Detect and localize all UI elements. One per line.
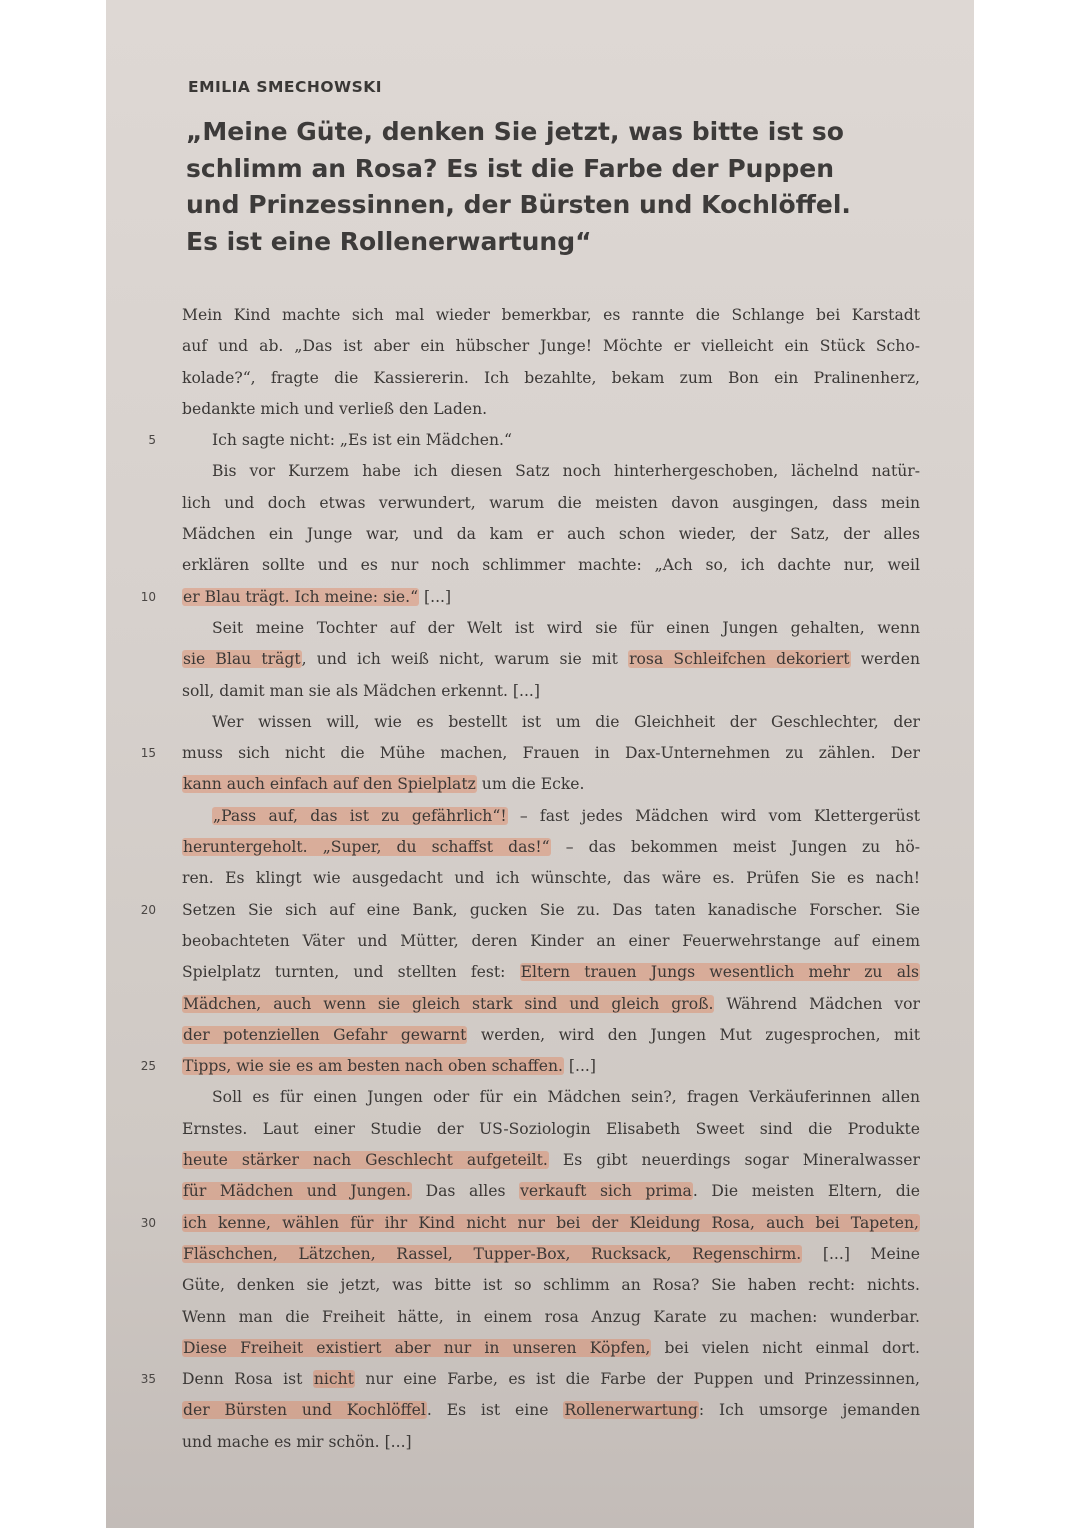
text-line [106,895,974,926]
text-segment: beobachteten Väter und Mütter, deren Kinder an einer Feuerwehrstange auf einem [182,931,920,950]
text-segment: Ich sagte nicht: „Es ist ein Mädchen.“ [212,431,512,450]
line-text [182,769,584,800]
author-name: EMILIA SMECHOWSKI [188,78,383,96]
text-line [106,989,974,1020]
highlighted-text: Diese Freiheit existiert aber nur in unseren Köpfen, [183,1338,651,1357]
text-line [106,707,974,738]
text-segment: . Es ist eine [426,1401,564,1420]
text-line [106,1427,974,1458]
line-text [182,519,920,550]
line-number: 25 [140,1059,156,1074]
line-text [182,926,920,957]
line-number: 35 [140,1372,156,1387]
text-segment: muss sich nicht die Mühe machen, Frauen in Dax-Unternehmen zu zählen. Der [182,744,920,763]
text-line [106,738,974,769]
highlighted-text: sie Blau trägt [183,650,301,669]
line-number: 10 [140,589,156,604]
text-segment: [...] [563,1057,596,1076]
article-body [106,300,974,1458]
highlighted-text: für Mädchen und Jungen. [183,1182,411,1201]
line-text [182,644,920,675]
line-text [182,832,920,863]
text-line [106,456,974,487]
highlighted-text: der potenziellen Gefahr gewarnt [183,1025,467,1044]
text-segment: soll, damit man sie als Mädchen erkennt. [...] [182,681,540,700]
text-segment: um die Ecke. [476,775,585,794]
line-number: 15 [140,746,156,761]
text-segment: und mache es mir schön. [...] [182,1432,412,1451]
text-line [106,1302,974,1333]
text-segment: bei vielen nicht einmal dort. [651,1338,920,1357]
text-segment: Denn Rosa ist [182,1370,313,1389]
line-text [182,1395,920,1426]
highlighted-text: Mädchen, auch wenn sie gleich stark sind und gleich groß. [183,994,714,1013]
headline-line: schlimm an Rosa? Es ist die Farbe der Puppen [186,153,834,183]
line-number: 5 [148,433,156,448]
line-text [182,550,920,581]
text-line [106,425,974,456]
line-text [182,1427,412,1458]
line-text [212,801,920,832]
text-segment: kolade?“, fragte die Kassiererin. Ich bezahlte, bekam zum Bon ein Pralinenherz, [182,368,920,387]
text-line [106,832,974,863]
highlighted-text: Rollenerwartung [564,1401,698,1420]
line-text [212,425,512,456]
text-line [106,926,974,957]
text-segment: Wer wissen will, wie es bestellt ist um die Gleichheit der Geschlechter, der [212,712,920,731]
text-segment: Setzen Sie sich auf eine Bank, gucken Sie zu. Das taten kanadische Forscher. Sie [182,900,920,919]
text-line [106,863,974,894]
text-line [106,1176,974,1207]
highlighted-text: Tipps, wie sie es am besten nach oben schaffen. [183,1057,563,1076]
line-text [182,582,451,613]
text-segment: [...] Meine [802,1244,920,1263]
line-text [182,1333,920,1364]
line-text [182,989,920,1020]
text-line [106,488,974,519]
text-segment: Es gibt neuerdings sogar Mineralwasser [548,1151,920,1170]
line-text [182,863,920,894]
headline-line: Es ist eine Rollenerwartung“ [186,226,592,256]
text-segment: auf und ab. „Das ist aber ein hübscher Junge! Möchte er vielleicht ein Stück Scho- [182,337,920,356]
highlighted-text: er Blau trägt. Ich meine: sie.“ [183,587,419,606]
text-line [106,801,974,832]
line-number: 30 [140,1215,156,1230]
text-segment: – das bekommen meist Jungen zu hö- [550,838,920,857]
text-segment: werden [850,650,920,669]
highlighted-text: Eltern trauen Jungs wesentlich mehr zu als [520,963,919,982]
line-text [182,1239,920,1270]
text-line [106,1364,974,1395]
headline-line: „Meine Güte, denken Sie jetzt, was bitte ist so [186,117,844,146]
highlighted-text: rosa Schleifchen dekoriert [629,650,850,669]
text-line [106,1114,974,1145]
text-segment: lich und doch etwas verwundert, warum die meisten davon ausgingen, dass mein [182,493,920,512]
text-segment: . Die meisten Eltern, die [692,1182,920,1201]
text-line [106,300,974,331]
text-line [106,1082,974,1113]
text-segment: , und ich weiß nicht, warum sie mit [301,650,629,669]
headline-quote [186,114,926,260]
text-segment: Während Mädchen vor [714,994,920,1013]
line-text [182,895,920,926]
text-segment: – fast jedes Mädchen wird vom Klettergerüst [507,806,920,825]
highlighted-text: der Bürsten und Kochlöffel [183,1401,426,1420]
line-text [182,1302,920,1333]
text-segment: Seit meine Tochter auf der Welt ist wird sie für einen Jungen gehalten, wenn [212,618,920,637]
text-segment: erklären sollte und es nur noch schlimmer machte: „Ach so, ich dachte nur, weil [182,556,920,575]
line-text [182,957,920,988]
line-text [182,1364,920,1395]
text-line [106,644,974,675]
line-text [182,300,920,331]
line-text [212,1082,920,1113]
text-segment: Das alles [411,1182,520,1201]
text-line [106,1051,974,1082]
text-line [106,1333,974,1364]
text-line [106,1208,974,1239]
text-line [106,769,974,800]
highlighted-text: ich kenne, wählen für ihr Kind nicht nur bei der Kleidung Rosa, auch bei Tapeten, [183,1213,919,1232]
line-text [212,707,920,738]
highlighted-text: kann auch einfach auf den Spielplatz [183,775,476,794]
text-line [106,1145,974,1176]
text-segment: werden, wird den Jungen Mut zugesprochen, mit [467,1025,920,1044]
text-segment: : Ich umsorge jemanden [698,1401,920,1420]
line-text [182,363,920,394]
line-text [212,456,920,487]
text-line [106,1239,974,1270]
line-text [182,1270,920,1301]
line-text [182,1145,920,1176]
book-page [106,0,974,1528]
text-line [106,676,974,707]
text-line [106,1395,974,1426]
text-line [106,550,974,581]
text-line [106,394,974,425]
highlighted-text: verkauft sich prima [520,1182,692,1201]
line-text [182,738,920,769]
line-text [182,1114,920,1145]
text-segment: Spielplatz turnten, und stellten fest: [182,963,520,982]
highlighted-text: heruntergeholt. „Super, du schaffst das!“ [183,838,550,857]
highlighted-text: heute stärker nach Geschlecht aufgeteilt. [183,1151,548,1170]
text-segment: Güte, denken sie jetzt, was bitte ist so schlimm an Rosa? Sie haben recht: nichts. [182,1276,920,1295]
text-line [106,519,974,550]
text-segment: Wenn man die Freiheit hätte, in einem rosa Anzug Karate zu machen: wunderbar. [182,1307,920,1326]
text-segment: Mein Kind machte sich mal wieder bemerkbar, es rannte die Schlange bei Karstadt [182,306,920,324]
line-text [182,676,540,707]
text-segment: Bis vor Kurzem habe ich diesen Satz noch hinterhergeschoben, lächelnd natür- [212,462,920,481]
text-segment: nur eine Farbe, es ist die Farbe der Puppen und Prinzessinnen, [354,1370,920,1389]
text-segment: ren. Es klingt wie ausgedacht und ich wünschte, das wäre es. Prüfen Sie es nach! [182,869,920,888]
headline-line: und Prinzessinnen, der Bürsten und Kochlöffel. [186,190,851,219]
highlighted-text: Fläschchen, Lätzchen, Rassel, Tupper-Box, Rucksack, Regenschirm. [183,1244,802,1263]
text-segment: bedankte mich und verließ den Laden. [182,399,488,418]
text-line [106,582,974,613]
text-segment: Mädchen ein Junge war, und da kam er auch schon wieder, der Satz, der alles [182,525,920,544]
text-line [106,1020,974,1051]
line-text [182,394,487,425]
line-text [212,613,920,644]
line-text [182,1176,920,1207]
line-text [182,1208,920,1239]
text-line [106,363,974,394]
line-text [182,1020,920,1051]
line-text [182,331,920,362]
line-number: 20 [140,902,156,917]
highlighted-text: „Pass auf, das ist zu gefährlich“! [213,806,507,825]
text-line [106,613,974,644]
text-segment: Soll es für einen Jungen oder für ein Mädchen sein?, fragen Verkäuferinnen allen [212,1088,920,1107]
line-text [182,1051,596,1082]
text-line [106,331,974,362]
text-segment: Ernstes. Laut einer Studie der US-Soziologin Elisabeth Sweet sind die Produkte [182,1119,920,1138]
text-segment: [...] [419,587,452,606]
text-line [106,957,974,988]
highlighted-text: nicht [313,1370,354,1389]
text-line [106,1270,974,1301]
line-text [182,488,920,519]
